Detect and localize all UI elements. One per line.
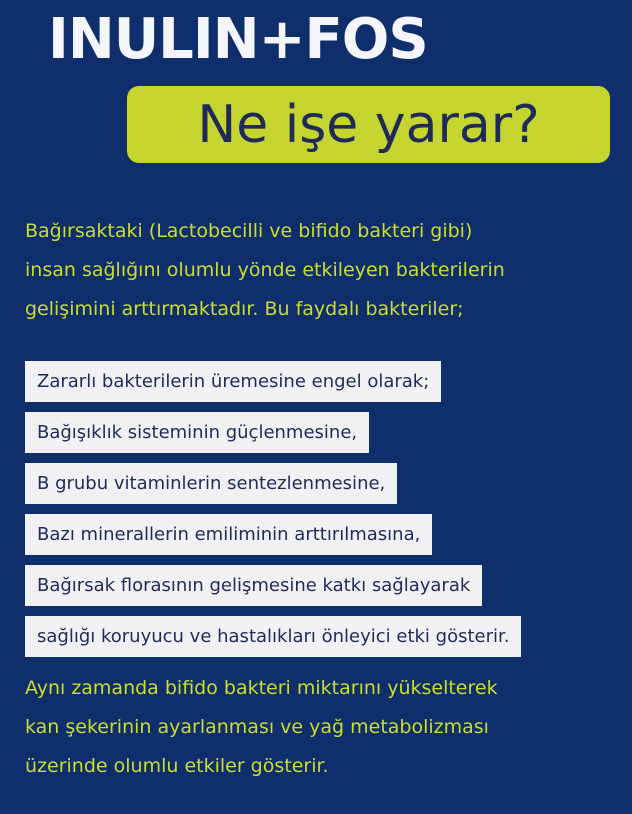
outro-line: Aynı zamanda bifido bakteri miktarını yükselterek xyxy=(25,677,498,699)
outro-line: kan şekerinin ayarlanması ve yağ metabolizması xyxy=(25,716,489,738)
benefit-item: B grubu vitaminlerin sentezlenmesine, xyxy=(25,463,397,504)
benefit-item: sağlığı koruyucu ve hastalıkları önleyici etki gösterir. xyxy=(25,616,521,657)
benefit-item: Bağırsak florasının gelişmesine katkı sağlayarak xyxy=(25,565,482,606)
intro-line: insan sağlığını olumlu yönde etkileyen bakterilerin xyxy=(25,259,505,281)
benefit-item: Zararlı bakterilerin üremesine engel olarak; xyxy=(25,361,441,402)
intro-line: Bağırsaktaki (Lactobecilli ve bifido bakteri gibi) xyxy=(25,220,473,242)
intro-line: gelişimini arttırmaktadır. Bu faydalı bakteriler; xyxy=(25,298,464,320)
subtitle-banner xyxy=(127,86,610,163)
outro-paragraph xyxy=(25,669,625,786)
subtitle-text: Ne işe yarar? xyxy=(197,94,540,155)
benefits-list xyxy=(25,361,625,667)
benefit-item: Bazı minerallerin emiliminin arttırılmasına, xyxy=(25,514,432,555)
outro-line: üzerinde olumlu etkiler gösterir. xyxy=(25,755,329,777)
page-title: INULIN+FOS xyxy=(48,7,428,72)
benefit-item: Bağışıklık sisteminin güçlenmesine, xyxy=(25,412,369,453)
intro-paragraph xyxy=(25,212,625,329)
